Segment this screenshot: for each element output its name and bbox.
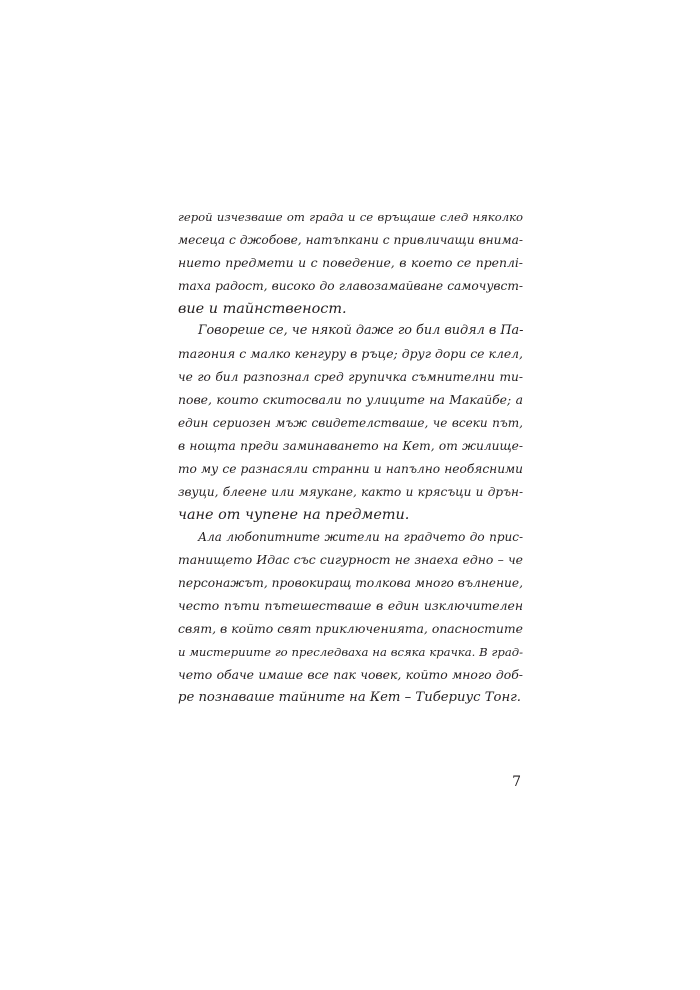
text-line: и мистериите го преследваха на всяка крачка. В град- bbox=[178, 644, 523, 659]
text-line: ре познаваше тайните на Кет – Тибериус Тонг. bbox=[178, 689, 521, 705]
text-line: месеца с джобове, натъпкани с привличащи внима- bbox=[178, 232, 523, 247]
text-line: герой изчезваше от града и се връщаше след няколко bbox=[178, 210, 523, 224]
text-line: нието предмети и с поведение, в което се преплі- bbox=[178, 254, 523, 270]
text-line: Говореше се, че някой даже го бил видял в Па- bbox=[198, 323, 524, 339]
page-number: 7 bbox=[512, 774, 521, 790]
text-line: свят, в който свят приключенията, опасностите bbox=[178, 621, 523, 637]
text-line: пове, които скитосвали по улиците на Макайбе; а bbox=[178, 392, 523, 408]
text-line: звуци, блеене или мяукане, както и крясъци и дрън- bbox=[178, 484, 523, 499]
text-line: таха радост, високо до главозамайване самочувст- bbox=[178, 278, 523, 293]
text-line: чето обаче имаше все пак човек, който много доб- bbox=[178, 666, 523, 682]
text-line: то му се разнасяли странни и напълно необясними bbox=[178, 461, 523, 476]
text-line: Ала любопитните жители на градчето до прис- bbox=[198, 530, 523, 545]
text-line: един сериозен мъж свидетелстваше, че всеки път, bbox=[178, 416, 523, 431]
body-text bbox=[178, 206, 523, 710]
text-line: вие и тайнственост. bbox=[178, 300, 347, 317]
text-line: танището Идас със сигурност не знаеха едно – че bbox=[178, 552, 523, 568]
text-line: чане от чупене на предмети. bbox=[178, 506, 410, 523]
text-line: често пъти пътешестваше в един изключителен bbox=[178, 598, 523, 614]
text-line: че го бил разпознал сред групичка съмнителни ти- bbox=[178, 370, 523, 385]
text-line: в нощта преди заминаването на Кет, от жилище- bbox=[178, 438, 523, 453]
text-line: персонажът, провокиращ толкова много вълнение, bbox=[178, 576, 523, 591]
text-line: тагония с малко кенгуру в ръце; друг дори се клел, bbox=[178, 346, 523, 362]
